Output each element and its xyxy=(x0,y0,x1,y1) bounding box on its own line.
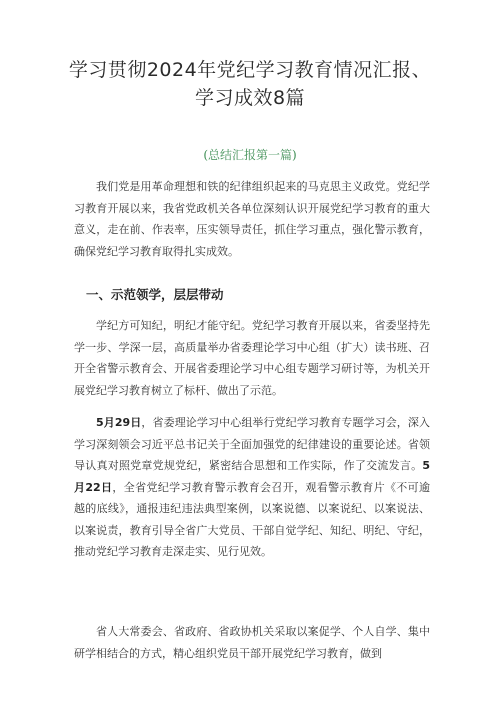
document-subtitle: (总结汇报第一篇) xyxy=(203,148,297,162)
paragraph-1: 学纪方可知纪，明纪才能守纪。党纪学习教育开展以来，省委坚持先学一步、学深一层，高质量举办省委理论学习中心组（扩大）读书班、召开全省警示教育会、开展省委理论学习中心组专题学习研讨等，为机关开展党纪学习教育树立了标杆、做出了示范。 xyxy=(74,319,430,397)
paragraph-2-text-2: ，全省党纪学习教育警示教育会召开，观看警示教育片《不可逾越的底线》，通报违纪违法典型案例，以案说德、以案说纪、以案说法、以案说责，教育引导全省广大党员、干部自觉学纪、知纪、明纪、守纪，推动党纪学习教育走深走实、见行见效。 xyxy=(74,480,431,558)
intro-paragraph: 我们党是用革命理想和铁的纪律组织起来的马克思主义政党。党纪学习教育开展以来，我省党政机关各单位深刻认识开展党纪学习教育的重大意义，走在前、作表率，压实领导责任，抓住学习重点，强化警示教育，确保党纪学习教育取得扎实成效。 xyxy=(74,180,430,258)
paragraph-2-date-1: 5月29日 xyxy=(96,416,142,429)
paragraph-2 xyxy=(74,412,430,563)
section-heading: 一、示范领学，层层带动 xyxy=(86,287,224,302)
paragraph-2-text-1: ，省委理论学习中心组举行党纪学习教育专题学习会，深入学习深刻领会习近平总书记关于全面加强党的纪律建设的重要论述。省领导认真对照党章党规党纪，紧密结合思想和工作实际，作了交流发言。 xyxy=(74,416,431,472)
paragraph-3: 省人大常委会、省政府、省政协机关采取以案促学、个人自学、集中研学相结合的方式，精心组织党员干部开展党纪学习教育，做到 xyxy=(74,625,430,660)
document-title: 学习贯彻2024年党纪学习教育情况汇报、学习成效8篇 xyxy=(68,59,432,109)
paragraph-2-date-2: 5月22日 xyxy=(74,459,430,494)
